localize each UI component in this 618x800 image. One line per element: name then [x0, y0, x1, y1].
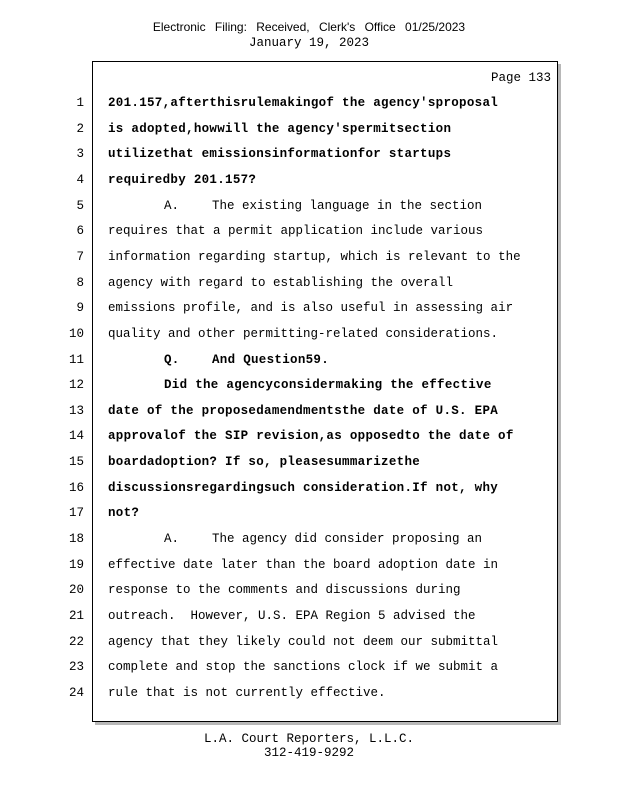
line-text: quality and other permitting-related considerations.	[108, 327, 499, 341]
transcript-line	[108, 428, 514, 444]
line-number: 2	[76, 122, 84, 136]
transcript-line	[108, 95, 498, 111]
line-text: not?	[108, 506, 140, 520]
page-number: Page 133	[490, 71, 551, 85]
transcript-line	[108, 121, 451, 137]
line-number: 18	[68, 532, 84, 546]
line-number: 10	[68, 327, 84, 341]
transcript-line	[108, 685, 386, 701]
transcript-line	[108, 505, 139, 521]
line-number: 13	[68, 404, 84, 418]
line-text: complete and stop the sanctions clock if we submit a	[108, 660, 499, 674]
line-number: 9	[76, 301, 84, 315]
transcript-line	[108, 608, 476, 624]
line-number: 20	[68, 583, 84, 597]
transcript-line	[108, 557, 498, 573]
line-text: rule that is not currently effective.	[108, 686, 386, 700]
transcript-line	[108, 300, 513, 316]
line-number: 8	[76, 276, 84, 290]
line-text: approvalof the SIP revision,as opposedto the date of	[108, 429, 514, 443]
line-text: requires that a permit application include various	[108, 224, 484, 238]
line-number: 14	[68, 429, 84, 443]
filing-stamp: Electronic Filing: Received, Clerk's Office 01/25/2023	[152, 20, 466, 34]
line-number: 24	[68, 686, 84, 700]
footer-company: L.A. Court Reporters, L.L.C.	[203, 732, 415, 746]
line-text: agency that they likely could not deem our submittal	[108, 635, 499, 649]
header-date: January 19, 2023	[248, 36, 370, 50]
line-number: 12	[68, 378, 84, 392]
transcript-line	[108, 249, 521, 265]
line-text: response to the comments and discussions during	[108, 583, 461, 597]
line-number: 17	[68, 506, 84, 520]
transcript-line	[164, 531, 482, 547]
line-text: 201.157,afterthisrulemakingof the agency'sproposal	[108, 96, 499, 110]
line-text: effective date later than the board adoption date in	[108, 558, 499, 572]
line-number: 5	[76, 199, 84, 213]
line-number: 22	[68, 635, 84, 649]
line-text: outreach. However, U.S. EPA Region 5 advised the	[108, 609, 476, 623]
line-number: 4	[76, 173, 84, 187]
transcript-line	[108, 454, 420, 470]
transcript-line	[108, 480, 498, 496]
transcript-line	[108, 326, 498, 342]
line-number: 6	[76, 224, 84, 238]
transcript-line	[164, 198, 482, 214]
line-text: requiredby 201.157?	[108, 173, 257, 187]
transcript-line	[108, 146, 451, 162]
transcript-line	[108, 172, 256, 188]
transcript-line	[164, 352, 329, 368]
transcript-line	[164, 377, 492, 393]
transcript-line	[108, 634, 498, 650]
transcript-line	[108, 659, 498, 675]
line-text: Did the agencyconsidermaking the effective	[164, 378, 492, 392]
transcript-line	[108, 223, 483, 239]
line-number: 23	[68, 660, 84, 674]
line-number: 7	[76, 250, 84, 264]
line-number: 1	[76, 96, 84, 110]
line-text: date of the proposedamendmentsthe date of U.S. EPA	[108, 404, 499, 418]
line-text: is adopted,howwill the agency'spermitsection	[108, 122, 452, 136]
transcript-line	[108, 582, 461, 598]
line-number: 3	[76, 147, 84, 161]
speaker-label: Q.	[164, 353, 180, 367]
footer-phone: 312-419-9292	[263, 746, 354, 760]
transcript-line	[108, 403, 498, 419]
line-number: 11	[68, 353, 84, 367]
speaker-label: A.	[164, 199, 180, 213]
line-number: 19	[68, 558, 84, 572]
line-text: The agency did consider proposing an	[212, 532, 483, 546]
line-text: information regarding startup, which is relevant to the	[108, 250, 521, 264]
line-number: 15	[68, 455, 84, 469]
line-number: 21	[68, 609, 84, 623]
transcript-line	[108, 275, 453, 291]
speaker-label: A.	[164, 532, 180, 546]
line-text: utilizethat emissionsinformationfor startups	[108, 147, 452, 161]
line-number: 16	[68, 481, 84, 495]
line-text: emissions profile, and is also useful in assessing air	[108, 301, 514, 315]
line-text: boardadoption? If so, pleasesummarizethe	[108, 455, 421, 469]
line-text: discussionsregardingsuch consideration.If not, why	[108, 481, 499, 495]
line-text: The existing language in the section	[212, 199, 483, 213]
line-text: And Question59.	[212, 353, 330, 367]
line-text: agency with regard to establishing the overall	[108, 276, 454, 290]
